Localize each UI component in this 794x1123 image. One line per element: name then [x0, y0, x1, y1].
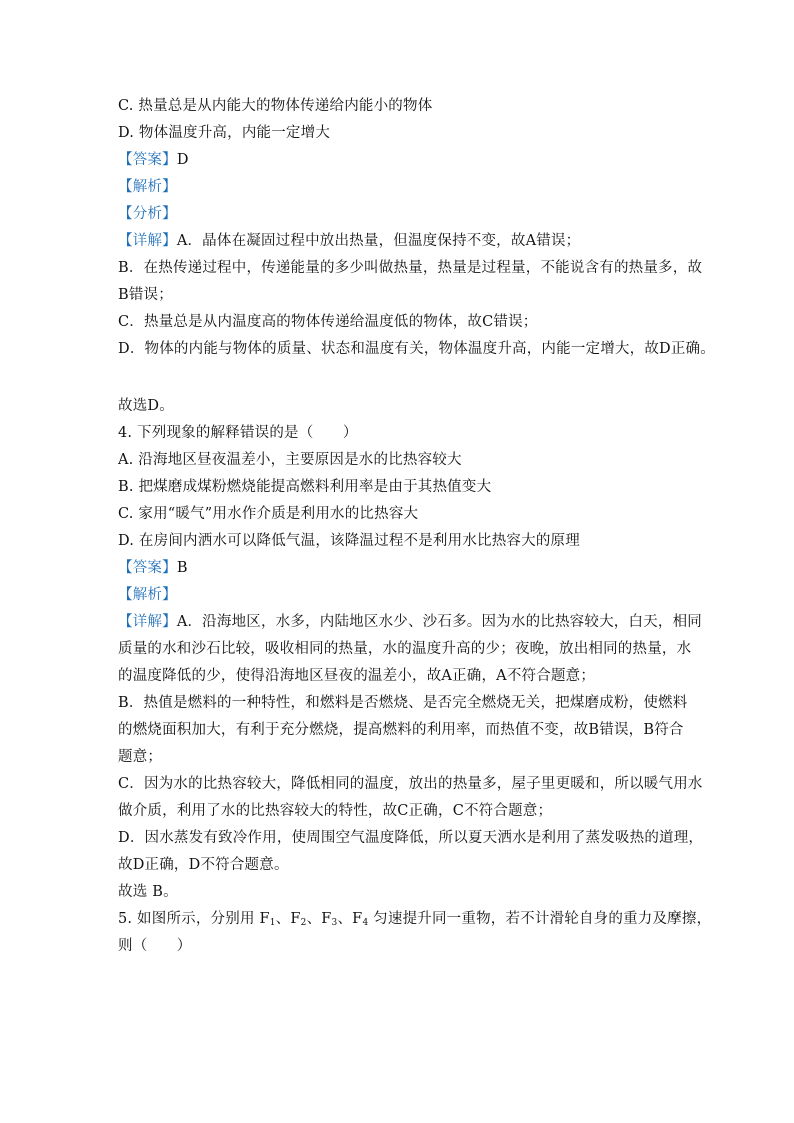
q4-explain-a-line2: 质量的水和沙石比较，吸收相同的热量，水的温度升高的少；夜晚，放出相同的热量，水 [118, 641, 692, 657]
q4-explain-b-line1: B．热值是燃料的一种特性，和燃料是否燃烧、是否完全燃烧无关，把煤磨成粉，使燃料 [118, 695, 688, 711]
stem-text: 匀速提升同一重物，若不计滑轮自身的重力及摩擦， [368, 911, 712, 927]
q5-stem-line2: 则（ ） [118, 938, 192, 954]
q4-explain-c-line1: C．因为水的比热容较大，降低相同的温度，放出的热量多，屋子里更暖和，所以暖气用水 [118, 776, 703, 792]
subscript: 2 [300, 918, 307, 928]
q4-explain-c-line2: 做介质，利用了水的比热容较大的特性，故C正确，C不符合题意； [118, 803, 553, 819]
xiangjie-tag: 【详解】 [118, 233, 177, 249]
subscript: 1 [269, 918, 276, 928]
q4-option-d: D. 在房间内洒水可以降低气温，该降温过程不是利用水比热容大的原理 [118, 533, 580, 549]
q3-fenxi-tag: 【分析】 [118, 206, 177, 222]
subscript: 4 [362, 918, 369, 928]
stem-text: 5. 如图所示，分别用 F [118, 911, 270, 927]
q3-explain-b-line1: B．在热传递过程中，传递能量的多少叫做热量，热量是过程量，不能说含有的热量多，故 [118, 260, 703, 276]
answer-tag: 【答案】 [118, 152, 177, 168]
q3-option-d: D. 物体温度升高，内能一定增大 [118, 125, 331, 141]
subscript: 3 [331, 918, 338, 928]
q4-explain-b-line3: 题意； [118, 749, 163, 765]
q3-option-c: C. 热量总是从内能大的物体传递给内能小的物体 [118, 98, 433, 114]
answer-value: D [176, 152, 189, 168]
stem-text: 、F [275, 911, 301, 927]
q4-option-c: C. 家用“暖气”用水作介质是利用水的比热容大 [118, 506, 419, 522]
q3-explain-b-line2: B错误； [118, 287, 173, 303]
q4-explain-b-line2: 的燃烧面积加大，有利于充分燃烧，提高燃料的利用率，而热值不变，故B错误，B符合 [118, 722, 684, 738]
q4-explain-a-line3: 的温度降低的少，使得沿海地区昼夜的温差小，故A正确，A不符合题意； [118, 668, 596, 684]
q3-explain-d: D．物体的内能与物体的质量、状态和温度有关，物体温度升高，内能一定增大，故D正确。 [118, 341, 715, 357]
q3-explain-c: C．热量总是从内温度高的物体传递给温度低的物体，故C错误； [118, 314, 538, 330]
q4-option-b: B. 把煤磨成煤粉燃烧能提高燃料利用率是由于其热值变大 [118, 479, 492, 495]
answer-tag: 【答案】 [118, 560, 177, 576]
stem-text: 、F [306, 911, 332, 927]
q4-explain-d-line2: 故D正确，D不符合题意。 [118, 857, 289, 873]
q4-conclusion: 故选 B。 [118, 884, 178, 900]
xiangjie-tag: 【详解】 [118, 614, 177, 630]
q4-stem: 4. 下列现象的解释错误的是（ ） [118, 425, 358, 441]
explain-text: A．晶体在凝固过程中放出热量，但温度保持不变，故A错误； [176, 233, 581, 249]
q3-answer [118, 150, 189, 170]
q4-option-a: A. 沿海地区昼夜温差小，主要原因是水的比热容较大 [118, 452, 462, 468]
q3-conclusion: 故选D。 [118, 398, 174, 414]
q4-answer [118, 558, 188, 578]
q3-jiexi-tag: 【解析】 [118, 179, 177, 195]
q5-stem-line1 [118, 909, 711, 933]
explain-text: A．沿海地区，水多，内陆地区水少、沙石多。因为水的比热容较大，白天，相同 [176, 614, 702, 630]
stem-text: 、F [337, 911, 363, 927]
answer-value: B [176, 560, 188, 576]
q4-jiexi-tag: 【解析】 [118, 587, 177, 603]
q4-explain-a-line1 [118, 612, 702, 632]
q4-explain-d-line1: D．因水蒸发有致冷作用，使周围空气温度降低，所以夏天洒水是利用了蒸发吸热的道理， [118, 830, 704, 846]
q3-explain-a [118, 231, 580, 251]
